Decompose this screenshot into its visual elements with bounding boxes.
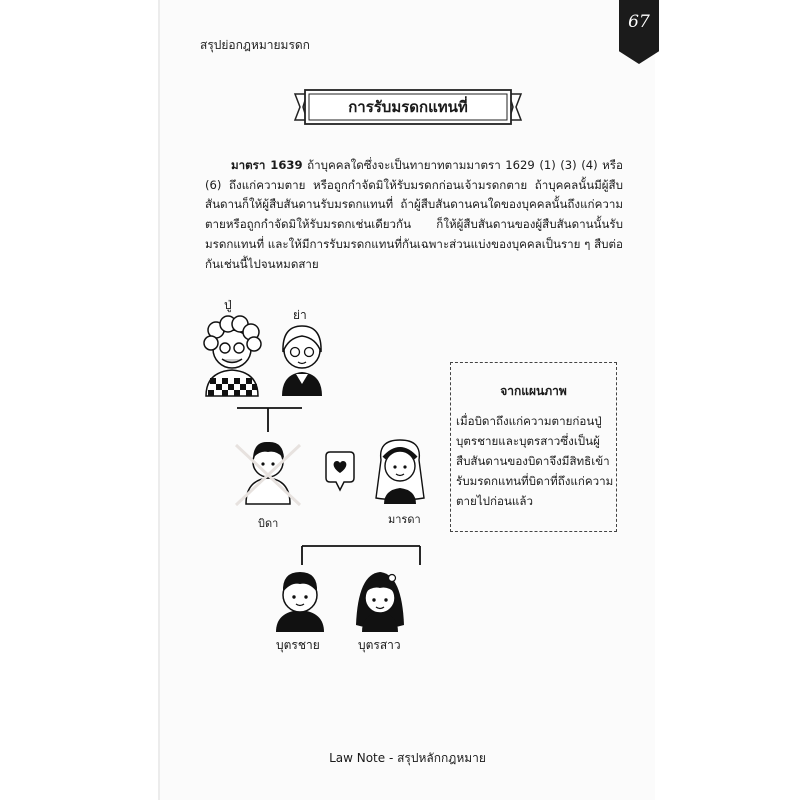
section-number: มาตรา 1639 [231, 158, 303, 172]
label-son: บุตรชาย [276, 638, 320, 652]
label-grandmother: ย่า [293, 308, 307, 322]
page-number-tab [619, 0, 659, 64]
page-footer: Law Note - สรุปหลักกฎหมาย [329, 751, 486, 765]
note-text: เมื่อบิดาถึงแก่ความตายก่อนปู่ บุตรชายและบุตรสาวซึ่งเป็นผู้สืบสันดานของบิดาจึงมีสิทธิเข้ารับมรดกแทนที่บิดาที่ถึงแก่ความตายไปก่อนแล้ว [456, 414, 614, 508]
label-daughter: บุตรสาว [358, 638, 401, 652]
page-number: 67 [628, 12, 650, 32]
label-mother: มารดา [388, 513, 421, 526]
label-grandfather: ปู่ [224, 298, 232, 312]
note-title: จากแผนภาพ [500, 384, 567, 398]
law-paragraph [205, 156, 623, 274]
law-text: ถ้าบุคคลใดซึ่งจะเป็นทายาทตามมาตรา 1629 (1) (3) (4) หรือ (6) ถึงแก่ความตาย หรือถูกกำจัดมิให้รับมรดกก่อนเจ้ามรดกตาย ถ้าบุคคลนั้นมีผู้สืบสันดานก็ให้ผู้สืบสันดานรับมรดกแทนที่ ถ้าผู้สืบสันดานคนใดของบุคคลนั้นถึงแก่ความตายหรือถูกกำจัดมิให้รับมรดกเช่นเดียวกัน ก็ให้ผู้สืบสันดานของผู้สืบสันดานนั้นรับมรดกแทนที่ และให้มีการรับมรดกแทนที่กันเฉพาะส่วนแบ่งของบุคคลเป็นราย ๆ สืบต่อกันเช่นนี้ไปจนหมดสาย [205, 158, 623, 271]
label-father: บิดา [258, 517, 279, 530]
running-header: สรุปย่อกฎหมายมรดก [200, 38, 310, 52]
section-title: การรับมรดกแทนที่ [348, 98, 468, 116]
